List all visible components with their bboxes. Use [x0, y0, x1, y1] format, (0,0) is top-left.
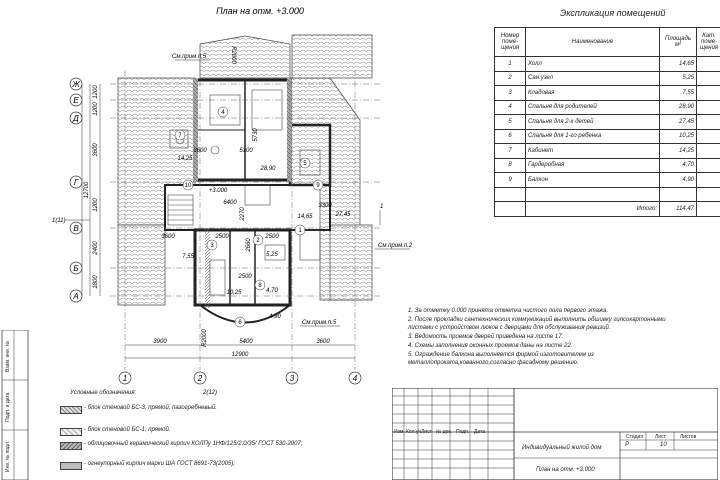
- empty-cell: [495, 202, 526, 217]
- room-num-cell: 9: [495, 173, 526, 188]
- room-num-cell: 8: [495, 158, 526, 173]
- plan-title: План на отм. +3.000: [216, 6, 304, 16]
- callout-note: См.прим.п.5: [172, 54, 207, 60]
- stairs: [168, 195, 193, 225]
- dim-inner: 3600: [193, 148, 207, 154]
- section-mark: 1: [380, 204, 384, 210]
- empty-cell: [697, 187, 720, 202]
- dim-inner: 2500: [238, 274, 252, 280]
- legend-swatch: [60, 428, 82, 436]
- dim-radius: R2000: [202, 329, 208, 347]
- room-area-cell: 7,55: [660, 86, 697, 101]
- col-axis-label: 3: [289, 374, 295, 383]
- stamp-header: Изм.: [394, 429, 405, 435]
- room-num-cell: 4: [495, 100, 526, 115]
- room-area: 5,25: [266, 252, 278, 258]
- table-row-total: [495, 202, 720, 217]
- room-name-cell: Кладовая: [526, 86, 660, 101]
- room-area: 14,25: [177, 156, 193, 162]
- room-number: 4: [221, 110, 225, 116]
- level-mark: +3.000: [208, 188, 228, 194]
- room-cat-cell: [697, 57, 720, 72]
- room-name-cell: Спальня для родителей: [526, 100, 660, 115]
- total-label: Итого:: [526, 202, 660, 217]
- empty-cell: [697, 202, 720, 217]
- room-number: 10: [184, 183, 192, 189]
- sheet-title: План на отм. +3.000: [536, 467, 595, 473]
- row-axis-label: Е: [73, 96, 79, 105]
- stamp-header: Подп.: [456, 429, 470, 435]
- section-mark: 1(11): [52, 218, 66, 224]
- col-header-num: Номер поме- щения: [495, 28, 526, 57]
- legend-text: - блок стеновой БС-1, прямой.: [84, 427, 171, 433]
- dim-inner: 2270: [240, 207, 246, 221]
- room-name-cell: Гардеробная: [526, 158, 660, 173]
- dim-inner: 5100: [239, 148, 253, 154]
- explication-table: [494, 27, 720, 217]
- room-num-cell: 2: [495, 71, 526, 86]
- room-area-cell: 4,70: [660, 158, 697, 173]
- dim-inner: 6400: [223, 200, 237, 206]
- room-cat-cell: [697, 115, 720, 130]
- dim-inner: 3600: [161, 234, 175, 240]
- legend-swatch: [60, 406, 82, 414]
- room-cat-cell: [697, 129, 720, 144]
- side-stamp-label: Инв. № подл.: [5, 440, 11, 472]
- dim-left: 2400: [93, 241, 99, 255]
- legend-text: - блок стеновой БС-3, прямой, пазогребневый.: [84, 405, 217, 411]
- stage-label: Стадия: [626, 434, 644, 440]
- note-item: 2. После прокладки сантехнических коммуникаций выполнить обшивку гипсокартонными листами с устройством люков с дверцами для обслуживания ревизий.: [408, 317, 666, 331]
- room-cat-cell: [697, 158, 720, 173]
- project-name: Индивидуальный жилой дом: [522, 445, 602, 451]
- room-name-cell: Кабинет: [526, 144, 660, 159]
- sheet-value: 10: [660, 442, 667, 448]
- note-item: 3. Ведомость проемов дверей приведена на листе 17.: [408, 334, 564, 340]
- dim-bottom: 5400: [239, 339, 253, 345]
- room-area-cell: 14,65: [660, 57, 697, 72]
- col-axis-markers: [119, 372, 361, 396]
- col-header-area: Площадь м²: [660, 28, 697, 57]
- table-row: [495, 86, 720, 101]
- col-axis-extra: 2(12): [202, 390, 218, 396]
- room-area: 4,70: [266, 288, 278, 294]
- room-number: 3: [210, 243, 214, 249]
- legend-text: - огнеупорный кирпич марки ША ГОСТ 8691-73(2005);: [84, 461, 236, 467]
- room-name-cell: Сан.узел: [526, 71, 660, 86]
- room-area: 10,25: [226, 290, 242, 296]
- room-number: 7: [178, 133, 182, 139]
- sheet-label: Лист: [655, 434, 666, 440]
- row-axis-label: Ж: [72, 80, 80, 89]
- row-axis-label: В: [73, 224, 79, 233]
- notes: [408, 307, 676, 368]
- table-row: [495, 144, 720, 159]
- empty-cell: [660, 187, 697, 202]
- dim-bottom: 3900: [153, 339, 167, 345]
- room-num-cell: 6: [495, 129, 526, 144]
- room-num-cell: 5: [495, 115, 526, 130]
- room-number: 5: [303, 161, 307, 167]
- row-axis-label: Г: [73, 178, 79, 187]
- room-name-cell: Спальня для 1-го ребенка: [526, 129, 660, 144]
- dim-inner: 3300: [318, 203, 332, 209]
- empty-cell: [526, 187, 660, 202]
- dim-left: 1200: [93, 102, 99, 116]
- room-number: 9: [316, 183, 320, 189]
- room-cat-cell: [697, 86, 720, 101]
- dim-bottom: 3600: [316, 339, 330, 345]
- row-axis-label: А: [73, 292, 79, 301]
- room-area: 4,90: [269, 314, 281, 320]
- table-row: [495, 71, 720, 86]
- col-header-name: Наименование: [526, 28, 660, 57]
- dim-inner: 5730: [253, 128, 259, 142]
- col-header-cat: Кат. поме- щения: [697, 28, 720, 57]
- table-row: [495, 115, 720, 130]
- table-row: [495, 129, 720, 144]
- empty-cell: [495, 187, 526, 202]
- table-row: [495, 100, 720, 115]
- dim-bottom-total: 12900: [231, 352, 249, 358]
- room-cat-cell: [697, 100, 720, 115]
- room-area-cell: 28,90: [660, 100, 697, 115]
- explication-title: Экспликация помещений: [560, 8, 666, 18]
- room-area-cell: 4,90: [660, 173, 697, 188]
- dim-left-total: 12700: [84, 181, 90, 199]
- explication-body: [495, 57, 720, 217]
- stamp-header: № док.: [436, 429, 453, 435]
- dim-inner: 2660: [246, 238, 252, 252]
- row-axis-label: Б: [73, 264, 79, 273]
- dim-left: 1200: [93, 85, 99, 99]
- legend-title: Условные обозначения:: [70, 390, 137, 396]
- room-area-cell: 5,25: [660, 71, 697, 86]
- total-area: 114,47: [660, 202, 697, 217]
- dim-inner: 2500: [265, 234, 279, 240]
- room-name-cell: Холл: [526, 57, 660, 72]
- stage-value: Р: [625, 442, 630, 448]
- stamp-header: Лист: [421, 429, 432, 435]
- room-num-cell: 7: [495, 144, 526, 159]
- callout-note: См.прим.п.5: [302, 320, 337, 326]
- room-name-cell: Спальня для 2-х детей: [526, 115, 660, 130]
- dim-radius: R2000: [230, 46, 236, 64]
- side-stamp-label: Взам. инв. №: [5, 341, 11, 372]
- sheets-label: Листов: [680, 434, 697, 440]
- stamp-header: Кол.уч.: [406, 429, 423, 435]
- room-number: 1: [298, 228, 302, 234]
- col-axis-label: 2: [197, 374, 203, 383]
- room-area: 7,55: [182, 254, 194, 260]
- room-area-cell: 14,25: [660, 144, 697, 159]
- room-number: 6: [238, 320, 242, 326]
- note-item: 5. Ограждение балкона выполняется фирмой изготовителем из металлопроката,кованного,согласно фасадному решению.: [408, 352, 594, 366]
- dim-inner: 2500: [215, 234, 229, 240]
- room-area-cell: 10,25: [660, 129, 697, 144]
- room-area: 27,45: [335, 212, 351, 218]
- room-number: 2: [256, 238, 260, 244]
- room-area: 14,65: [297, 214, 313, 220]
- row-axis-label: Д: [73, 114, 79, 123]
- legend-text: - облицовочный керамический кирпич КОЛПу 1НФ/125/2,0/35/ ГОСТ 530-2007;: [84, 441, 303, 447]
- note-item: 4. Схемы заполнения оконных проемов даны на листе 22.: [408, 343, 573, 349]
- room-name-cell: Балкон: [526, 173, 660, 188]
- table-row: [495, 158, 720, 173]
- side-stamp-label: Подп. и дата: [5, 392, 11, 422]
- room-cat-cell: [697, 173, 720, 188]
- room-area: 28,90: [260, 166, 276, 172]
- room-cat-cell: [697, 71, 720, 86]
- col-axis-label: 1: [122, 374, 128, 383]
- dim-left: 1200: [93, 198, 99, 212]
- room-number: 8: [258, 283, 262, 289]
- note-item: 1. За отметку 0.000 принята отметка чистого пола первого этажа.: [408, 308, 609, 314]
- legend-swatch: [60, 442, 82, 450]
- room-num-cell: 3: [495, 86, 526, 101]
- room-num-cell: 1: [495, 57, 526, 72]
- legend-swatch: [60, 462, 82, 470]
- callout-note: См.прим.п.2: [378, 243, 413, 249]
- room-cat-cell: [697, 144, 720, 159]
- dim-left: 1800: [93, 275, 99, 289]
- row-axis-markers: [70, 78, 82, 302]
- col-axis-label: 4: [352, 374, 358, 383]
- dim-left: 3600: [93, 143, 99, 157]
- table-row-empty: [495, 187, 720, 202]
- table-row: [495, 173, 720, 188]
- stamp-header: Дата: [474, 429, 486, 435]
- room-area-cell: 27,45: [660, 115, 697, 130]
- table-row: [495, 57, 720, 72]
